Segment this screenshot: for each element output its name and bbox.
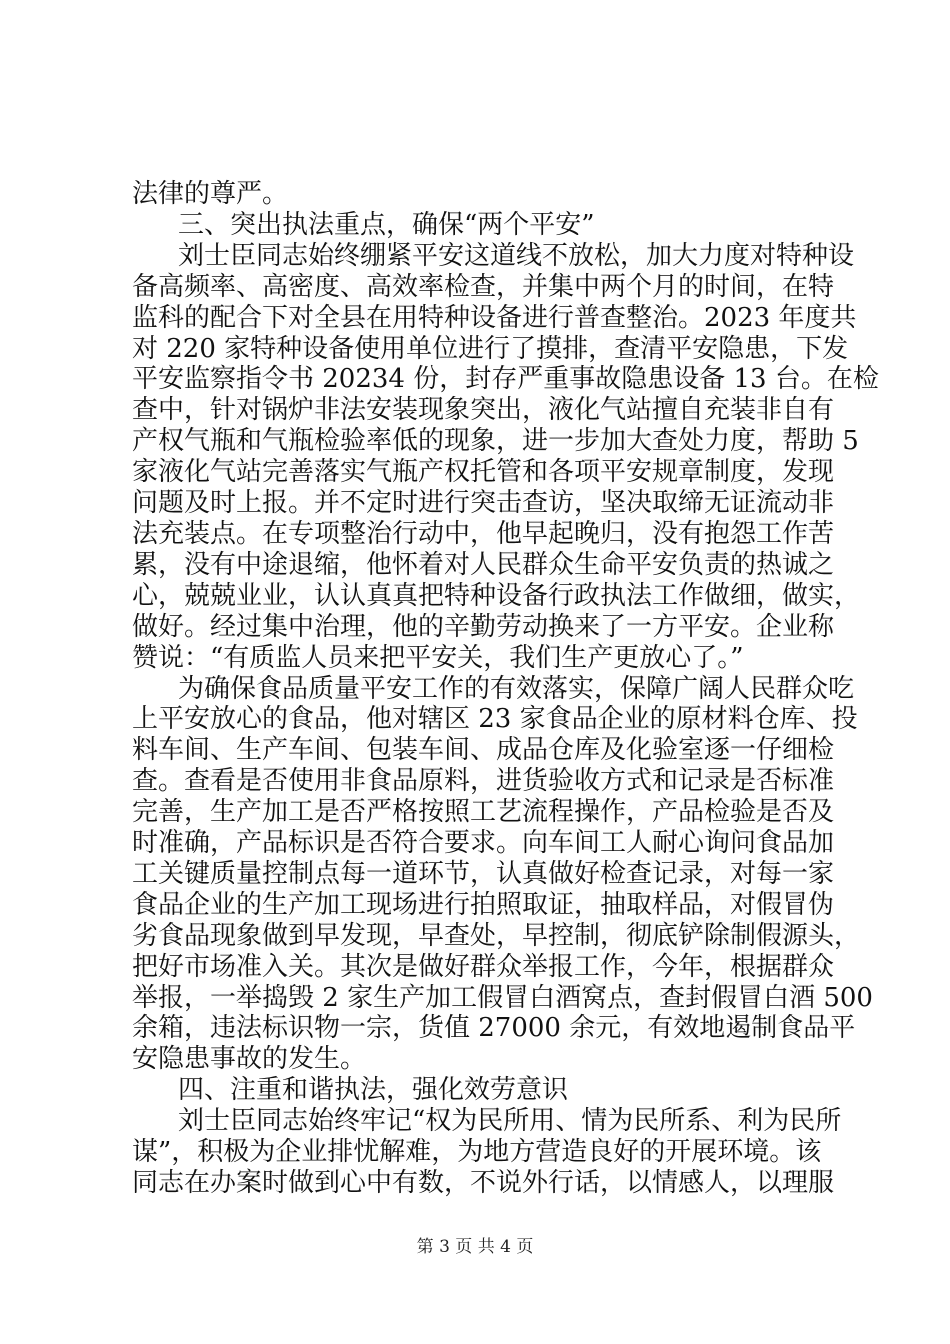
text-line: 举报，一举捣毁 2 家生产加工假冒白酒窝点，查封假冒白酒 500: [132, 982, 873, 1013]
text-line: 谋”，积极为企业排忧解难，为地方营造良好的开展环境。该: [132, 1137, 822, 1168]
text-line: 做好。经过集中治理，他的辛勤劳动换来了一方平安。企业称: [132, 611, 835, 642]
text-line: 备高频率、高密度、高效率检查，并集中两个月的时间，在特: [132, 271, 835, 302]
text-line: 赞说：“有质监人员来把平安关，我们生产更放心了。”: [132, 642, 744, 673]
text-line: 查。查看是否使用非食品原料，进货验收方式和记录是否标准: [132, 766, 835, 797]
text-line: 家液化气站完善落实气瓶产权托管和各项平安规章制度，发现: [132, 457, 835, 488]
text-line: 监科的配合下对全县在用特种设备进行普查整治。2023 年度共: [132, 302, 857, 333]
text-line: 心，兢兢业业，认认真真把特种设备行政执法工作做细，做实，: [132, 580, 861, 611]
text-line: 余箱，违法标识物一宗，货值 27000 余元，有效地遏制食品平: [132, 1013, 856, 1044]
text-line: 平安监察指令书 20234 份，封存严重事故隐患设备 13 台。在检: [132, 364, 879, 395]
text-line: 刘士臣同志始终牢记“权为民所用、情为民所系、利为民所: [178, 1106, 842, 1137]
text-line: 工关键质量控制点每一道环节，认真做好检查记录，对每一家: [132, 858, 835, 889]
text-line: 把好市场准入关。其次是做好群众举报工作，今年，根据群众: [132, 951, 835, 982]
page-number-footer: 第 3 页 共 4 页: [416, 1237, 534, 1257]
text-line: 法律的尊严。: [132, 179, 289, 209]
text-line: 查中，针对锅炉非法安装现象突出，液化气站擅自充装非自有: [132, 395, 835, 426]
text-line: 刘士臣同志始终绷紧平安这道线不放松，加大力度对特种设: [178, 240, 855, 271]
text-line: 食品企业的生产加工现场进行拍照取证，抽取样品，对假冒伪: [132, 889, 835, 920]
text-line: 问题及时上报。并不定时进行突击查访，坚决取缔无证流动非: [132, 488, 835, 519]
text-line: 料车间、生产车间、包装车间、成品仓库及化验室逐一仔细检: [132, 735, 835, 766]
text-line: 劣食品现象做到早发现，早查处，早控制，彻底铲除制假源头，: [132, 920, 861, 951]
text-line: 同志在办案时做到心中有数，不说外行话，以情感人，以理服: [132, 1168, 835, 1198]
section-heading: 三、突出执法重点，确保“两个平安”: [178, 209, 595, 240]
text-line: 时准确，产品标识是否符合要求。向车间工人耐心询问食品加: [132, 828, 835, 859]
text-line: 安隐患事故的发生。: [132, 1044, 367, 1075]
text-line: 累，没有中途退缩，他怀着对人民群众生命平安负责的热诚之: [132, 549, 835, 580]
text-line: 为确保食品质量平安工作的有效落实，保障广阔人民群众吃: [178, 673, 855, 704]
text-line: 产权气瓶和气瓶检验率低的现象，进一步加大查处力度，帮助 5: [132, 426, 859, 457]
text-line: 法充装点。在专项整治行动中，他早起晚归，没有抱怨工作苦: [132, 518, 835, 549]
text-line: 完善，生产加工是否严格按照工艺流程操作，产品检验是否及: [132, 797, 835, 828]
section-heading: 四、注重和谐执法，强化效劳意识: [178, 1075, 569, 1106]
text-line: 对 220 家特种设备使用单位进行了摸排，查清平安隐患，下发: [132, 333, 849, 364]
text-line: 上平安放心的食品，他对辖区 23 家食品企业的原材料仓库、投: [132, 704, 858, 735]
